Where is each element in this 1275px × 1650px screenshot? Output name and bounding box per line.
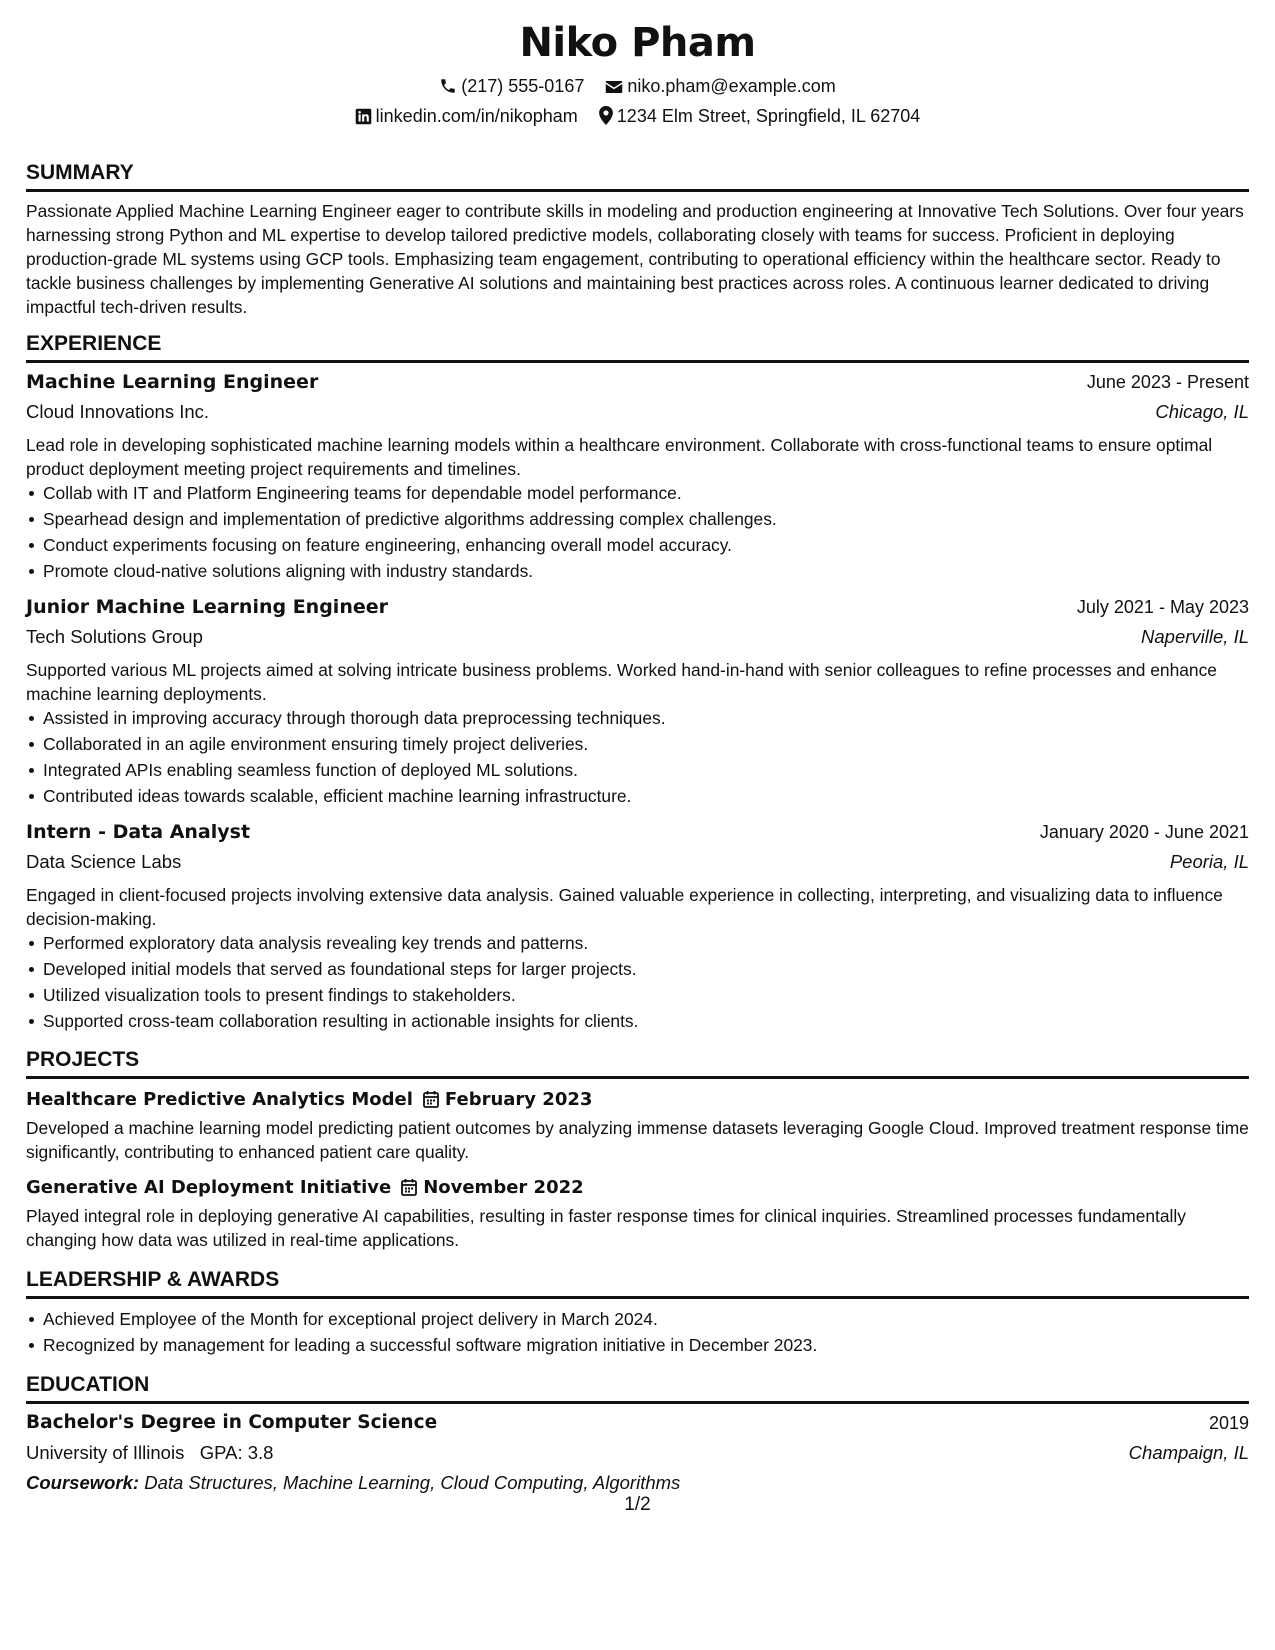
school-name: University of Illinois xyxy=(26,1442,185,1463)
coursework-label: Coursework: xyxy=(26,1472,140,1493)
job-bullets xyxy=(26,480,1266,584)
map-pin-icon xyxy=(599,106,613,125)
gpa: GPA: 3.8 xyxy=(199,1442,274,1463)
project-title xyxy=(26,1175,584,1201)
job-location: Peoria, IL xyxy=(1169,851,1249,872)
email-text[interactable]: niko.pham@example.com xyxy=(627,76,836,96)
phone-text: (217) 555-0167 xyxy=(461,76,585,96)
phone-contact xyxy=(439,76,584,97)
summary-text: Passionate Applied Machine Learning Engineer eager to contribute skills in modeling and production engineering at Innovative Tech Solutions. Over four years harnessing strong Python and ML expertise to develop tailored predictive models, collaborating closely with teams for success. Proficient in deploying production-grade ML systems using GCP tools. Emphasizing team engagement, contributing to operational efficiency within the healthcare sector. Ready to tackle business challenges by implementing Generative AI solutions and maintaining best practices across roles. A continuous learner dedicated to driving impactful tech-driven results. xyxy=(26,201,1244,317)
phone-icon xyxy=(439,77,457,95)
address-text: 1234 Elm Street, Springfield, IL 62704 xyxy=(616,106,921,126)
leadership-bullets xyxy=(26,1306,1266,1358)
list-item: Collab with IT and Platform Engineering teams for dependable model performance. xyxy=(43,480,1266,506)
project-date: February 2023 xyxy=(444,1089,593,1110)
linkedin-text[interactable]: linkedin.com/in/nikopham xyxy=(375,106,578,126)
project-date: November 2022 xyxy=(423,1177,584,1198)
job-dates: July 2021 - May 2023 xyxy=(1076,597,1249,617)
school-location: Champaign, IL xyxy=(1128,1442,1249,1463)
school-info xyxy=(26,1440,273,1466)
job-title: Machine Learning Engineer xyxy=(26,371,319,393)
leadership-heading: LEADERSHIP & AWARDS xyxy=(26,1267,1249,1299)
degree-title: Bachelor's Degree in Computer Science xyxy=(26,1412,438,1433)
list-item: Performed exploratory data analysis revealing key trends and patterns. xyxy=(43,930,1266,956)
linkedin-contact[interactable] xyxy=(355,106,578,127)
project-name: Generative AI Deployment Initiative xyxy=(26,1177,392,1198)
project-description: Developed a machine learning model predicting patient outcomes by analyzing immense datasets leveraging Google Cloud. Improved treatment response time significantly, contributing to enhanced patient care quality. xyxy=(26,1118,1249,1162)
list-item: Collaborated in an agile environment ensuring timely project deliveries. xyxy=(43,731,1266,757)
list-item: Contributed ideas towards scalable, efficient machine learning infrastructure. xyxy=(43,783,1266,809)
candidate-name: Niko Pham xyxy=(519,20,756,66)
job-bullets xyxy=(26,930,1266,1034)
coursework-list: Data Structures, Machine Learning, Cloud Computing, Algorithms xyxy=(144,1472,681,1493)
company-name: Tech Solutions Group xyxy=(26,626,203,647)
company-name: Data Science Labs xyxy=(26,851,182,872)
experience-heading: EXPERIENCE xyxy=(26,331,1249,363)
job-dates: June 2023 - Present xyxy=(1086,372,1249,392)
job-bullets xyxy=(26,705,1266,809)
address-contact xyxy=(599,106,921,127)
linkedin-icon xyxy=(355,108,372,125)
list-item: Conduct experiments focusing on feature engineering, enhancing overall model accuracy. xyxy=(43,532,1266,558)
list-item: Integrated APIs enabling seamless function of deployed ML solutions. xyxy=(43,757,1266,783)
envelope-icon xyxy=(605,79,623,95)
job-description: Supported various ML projects aimed at solving intricate business problems. Worked hand-in-hand with senior colleagues to refine processes and enhance machine learning deployments. xyxy=(26,660,1217,704)
job-description: Lead role in developing sophisticated machine learning models within a healthcare environment. Collaborate with cross-functional teams to ensure optimal product deployment meeting project requirements and timelines. xyxy=(26,435,1213,479)
list-item: Promote cloud-native solutions aligning with industry standards. xyxy=(43,558,1266,584)
list-item: Developed initial models that served as foundational steps for larger projects. xyxy=(43,956,1266,982)
education-heading: EDUCATION xyxy=(26,1372,1249,1404)
list-item: Supported cross-team collaboration resulting in actionable insights for clients. xyxy=(43,1008,1266,1034)
projects-heading: PROJECTS xyxy=(26,1047,1249,1079)
company-name: Cloud Innovations Inc. xyxy=(26,401,210,422)
page-number: 1/2 xyxy=(624,1494,651,1515)
contact-row-1 xyxy=(26,76,1249,97)
job-location: Naperville, IL xyxy=(1141,626,1249,647)
job-dates: January 2020 - June 2021 xyxy=(1039,822,1249,842)
list-item: Achieved Employee of the Month for exceptional project delivery in March 2024. xyxy=(43,1306,1266,1332)
calendar-icon xyxy=(423,1090,439,1108)
list-item: Utilized visualization tools to present findings to stakeholders. xyxy=(43,982,1266,1008)
resume-page xyxy=(26,0,1249,1650)
job-title: Intern - Data Analyst xyxy=(26,821,251,843)
list-item: Assisted in improving accuracy through thorough data preprocessing techniques. xyxy=(43,705,1266,731)
job-title: Junior Machine Learning Engineer xyxy=(26,596,388,618)
job-description: Engaged in client-focused projects involving extensive data analysis. Gained valuable experience in collecting, interpreting, and visualizing data to influence decision-making. xyxy=(26,885,1223,929)
coursework xyxy=(26,1470,680,1496)
job-location: Chicago, IL xyxy=(1155,401,1249,422)
graduation-year: 2019 xyxy=(1208,1413,1249,1433)
project-description: Played integral role in deploying generative AI capabilities, resulting in faster response times for clinical inquiries. Streamlined processes fundamentally changing how data was utilized in real-time applications. xyxy=(26,1206,1186,1250)
calendar-icon xyxy=(401,1178,417,1196)
list-item: Spearhead design and implementation of predictive algorithms addressing complex challenges. xyxy=(43,506,1266,532)
project-name: Healthcare Predictive Analytics Model xyxy=(26,1089,413,1110)
project-title xyxy=(26,1087,592,1113)
contact-row-2 xyxy=(26,106,1249,127)
email-contact[interactable] xyxy=(605,76,835,97)
summary-heading: SUMMARY xyxy=(26,160,1249,192)
list-item: Recognized by management for leading a successful software migration initiative in December 2023. xyxy=(43,1332,1266,1358)
